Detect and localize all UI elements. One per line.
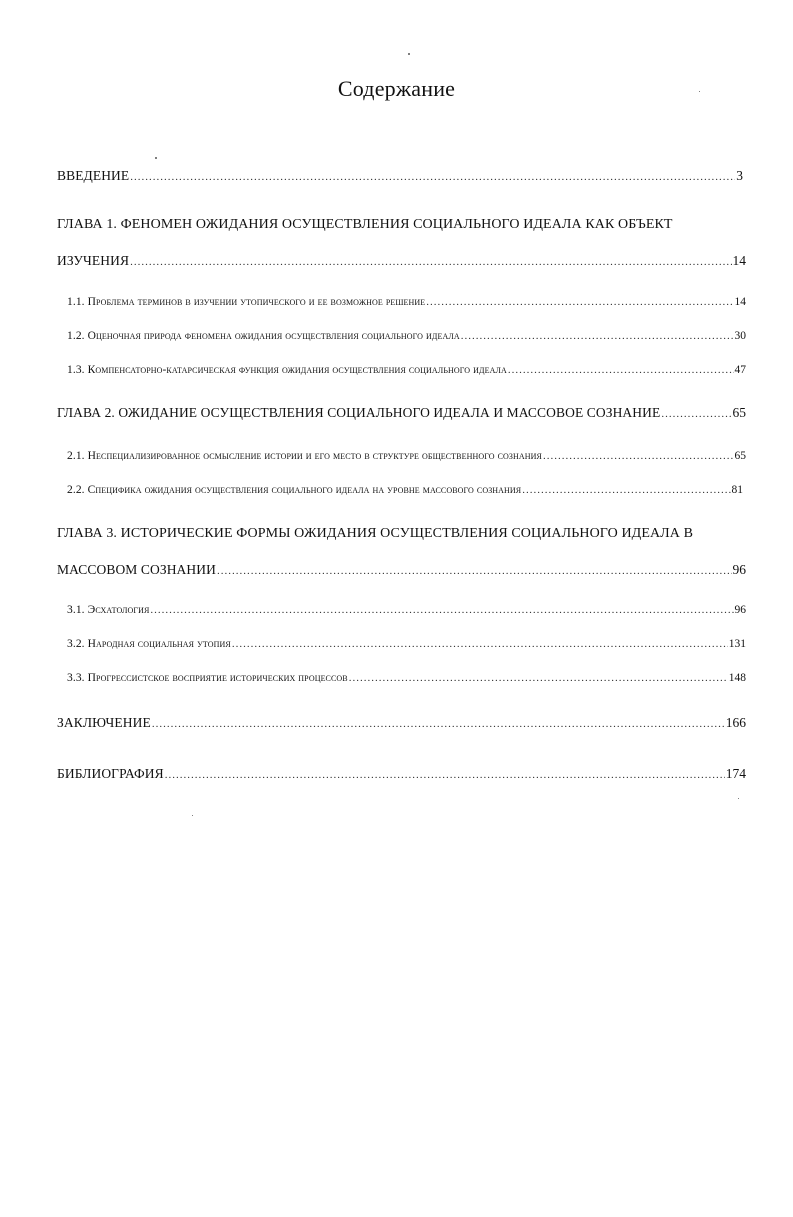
- toc-entry-label: 1.1. Проблема терминов в изучении утопического и ее возможное решение: [67, 296, 426, 308]
- toc-page-number: 65: [732, 405, 746, 420]
- leader-dots: [130, 256, 731, 268]
- toc-entry-label: 1.2. Оценочная природа феномена ожидания осуществления социального идеала: [67, 330, 460, 342]
- leader-dots: [661, 408, 731, 420]
- toc-entry-section-1-3[interactable]: [67, 364, 746, 376]
- toc-entry-label: 1.3. Компенсаторно-катарсическая функция ожидания осуществления социального идеала: [67, 364, 507, 376]
- scan-speck: [738, 798, 739, 799]
- toc-entry-chapter-3[interactable]: [57, 562, 746, 578]
- toc-entry-section-1-2[interactable]: [67, 330, 746, 342]
- toc-entry-label: 3.3. Прогрессистское восприятие исторических процессов: [67, 672, 348, 684]
- leader-dots: [426, 296, 733, 308]
- leader-dots: [150, 604, 733, 616]
- toc-page-number: 14: [732, 253, 746, 268]
- toc-page-number: 96: [732, 562, 746, 577]
- scan-speck: [155, 157, 157, 159]
- toc-chapter-3-title: ГЛАВА 3. ИСТОРИЧЕСКИЕ ФОРМЫ ОЖИДАНИЯ ОСУЩЕСТВЛЕНИЯ СОЦИАЛЬНОГО ИДЕАЛА В: [57, 526, 694, 541]
- toc-entry-chapter-2[interactable]: [57, 405, 746, 421]
- toc-entry-section-3-3[interactable]: [67, 672, 746, 684]
- toc-entry-label: ИЗУЧЕНИЯ: [57, 253, 130, 268]
- toc-entry-conclusion[interactable]: [57, 715, 746, 731]
- toc-entry-label: ЗАКЛЮЧЕНИЕ: [57, 715, 151, 730]
- toc-entry-label: 2.1. Неспециализированное осмысление истории и его место в структуре общественного сознания: [67, 450, 542, 462]
- leader-dots: [543, 450, 734, 462]
- scan-speck: [408, 53, 410, 55]
- toc-entry-section-2-1[interactable]: [67, 450, 746, 462]
- leader-dots: [130, 171, 735, 183]
- toc-entry-introduction[interactable]: [57, 168, 743, 184]
- page-title: Содержание: [337, 76, 456, 101]
- leader-dots: [217, 565, 732, 577]
- toc-entry-label: 3.2. Народная социальная утопия: [67, 638, 231, 650]
- toc-page-number: 81: [731, 484, 743, 496]
- leader-dots: [522, 484, 730, 496]
- toc-page-number: 30: [734, 330, 746, 342]
- scan-speck: [192, 815, 193, 816]
- toc-chapter-1-title: ГЛАВА 1. ФЕНОМЕН ОЖИДАНИЯ ОСУЩЕСТВЛЕНИЯ СОЦИАЛЬНОГО ИДЕАЛА КАК ОБЪЕКТ: [57, 217, 673, 232]
- toc-page-number: 65: [734, 450, 746, 462]
- toc-page-number: 3: [736, 168, 743, 183]
- toc-entry-label: 2.2. Специфика ожидания осуществления социального идеала на уровне массового сознания: [67, 484, 522, 496]
- toc-page-number: 166: [725, 715, 746, 730]
- toc-entry-label: ВВЕДЕНИЕ: [57, 168, 130, 183]
- toc-entry-bibliography[interactable]: [57, 766, 746, 782]
- toc-page-number: 96: [734, 604, 746, 616]
- toc-page-number: 148: [728, 672, 746, 684]
- toc-entry-label: ГЛАВА 2. ОЖИДАНИЕ ОСУЩЕСТВЛЕНИЯ СОЦИАЛЬНОГО ИДЕАЛА И МАССОВОЕ СОЗНАНИЕ: [57, 405, 661, 420]
- toc-entry-section-1-1[interactable]: [67, 296, 746, 308]
- toc-page-number: 131: [728, 638, 746, 650]
- toc-entry-chapter-1[interactable]: [57, 253, 746, 269]
- leader-dots: [232, 638, 728, 650]
- toc-page-number: 14: [734, 296, 746, 308]
- toc-page-number: 174: [725, 766, 746, 781]
- toc-entry-label: МАССОВОМ СОЗНАНИИ: [57, 562, 216, 577]
- leader-dots: [349, 672, 728, 684]
- toc-entry-section-3-1[interactable]: [67, 604, 746, 616]
- toc-page-number: 47: [734, 364, 746, 376]
- leader-dots: [152, 718, 725, 730]
- toc-entry-label: БИБЛИОГРАФИЯ: [57, 766, 164, 781]
- toc-entry-section-3-2[interactable]: [67, 638, 746, 650]
- leader-dots: [508, 364, 734, 376]
- scan-speck: [699, 91, 700, 92]
- toc-entry-label: 3.1. Эсхатология: [67, 604, 150, 616]
- toc-entry-section-2-2[interactable]: [67, 484, 743, 496]
- leader-dots: [165, 769, 725, 781]
- leader-dots: [461, 330, 734, 342]
